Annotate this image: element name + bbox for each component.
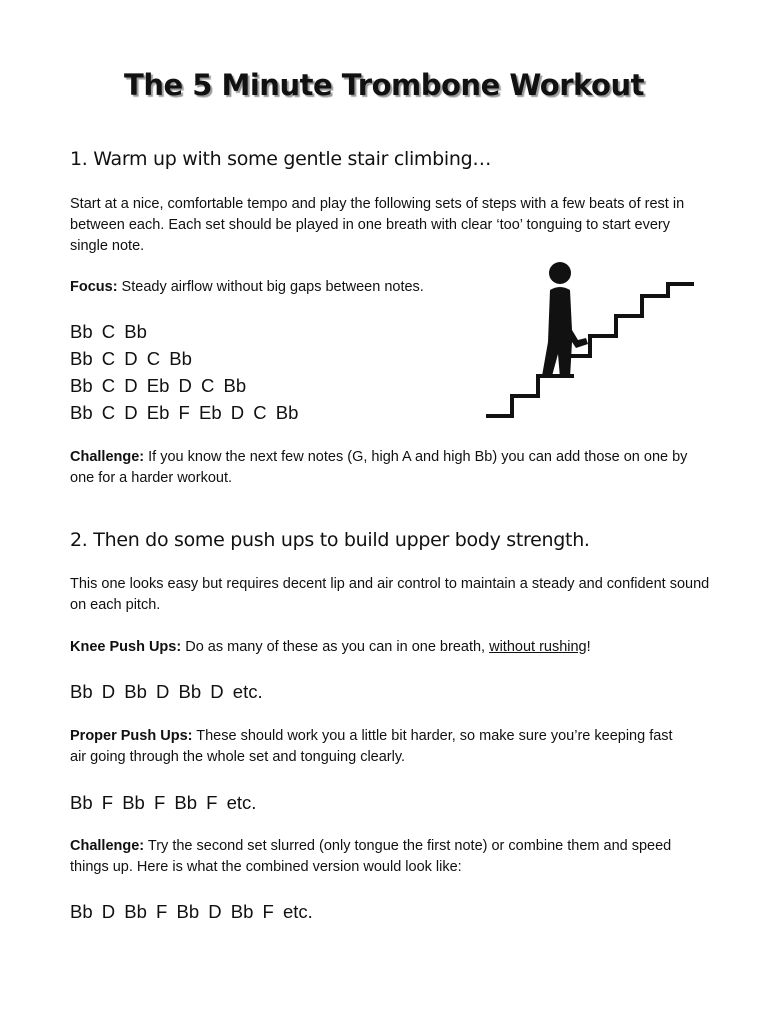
stair-set-3: Bb C D Eb D C Bb: [70, 375, 247, 396]
stair-set-1: Bb C Bb: [70, 321, 147, 342]
section2-intro: This one looks easy but requires decent lip and air control to maintain a steady and confident sound on each pitch.: [70, 576, 710, 613]
stair-set-2: Bb C D C Bb: [70, 348, 192, 369]
proper-push-ups: [70, 726, 690, 768]
page-title: The 5 Minute Trombone Workout: [124, 68, 644, 102]
stair-set-4: Bb C D Eb F Eb D C Bb: [70, 402, 299, 423]
focus-label: Focus:: [70, 279, 118, 295]
stair-climber-icon: [480, 258, 702, 422]
combined-notes: Bb D Bb F Bb D Bb F etc.: [70, 901, 313, 922]
proper-label: Proper Push Ups:: [70, 728, 193, 744]
proper-notes: Bb F Bb F Bb F etc.: [70, 792, 257, 813]
knee-push-ups: [70, 637, 700, 658]
section1-intro: Start at a nice, comfortable tempo and play the following sets of steps with a few beats of rest in between each. Each set should be played in one breath with clear ‘too’ tonguing to start every single note.: [70, 196, 685, 254]
challenge-text: If you know the next few notes (G, high A and high Bb) you can add those on one by one for a harder workout.: [70, 449, 688, 486]
stair-notes: [70, 318, 298, 426]
challenge-label: Challenge:: [70, 449, 145, 465]
challenge2-label: Challenge:: [70, 838, 145, 854]
knee-label: Knee Push Ups:: [70, 639, 182, 655]
section1-challenge: [70, 447, 700, 489]
knee-underlined: without rushing: [489, 639, 587, 655]
challenge2-text: Try the second set slurred (only tongue the first note) or combine them and speed things up. Here is what the combined version would look like:: [70, 838, 672, 875]
proper-text: These should work you a little bit harder, so make sure you’re keeping fast air going through the whole set and tonguing clearly.: [70, 728, 673, 765]
knee-notes: Bb D Bb D Bb D etc.: [70, 681, 263, 702]
knee-text: Do as many of these as you can in one breath,: [181, 639, 490, 655]
section2-heading: 2. Then do some push ups to build upper body strength.: [70, 529, 590, 551]
focus-text: Steady airflow without big gaps between notes.: [117, 279, 424, 295]
section2-challenge: [70, 836, 710, 878]
knee-end: !: [586, 639, 591, 655]
section1-heading: 1. Warm up with some gentle stair climbing…: [70, 148, 492, 170]
